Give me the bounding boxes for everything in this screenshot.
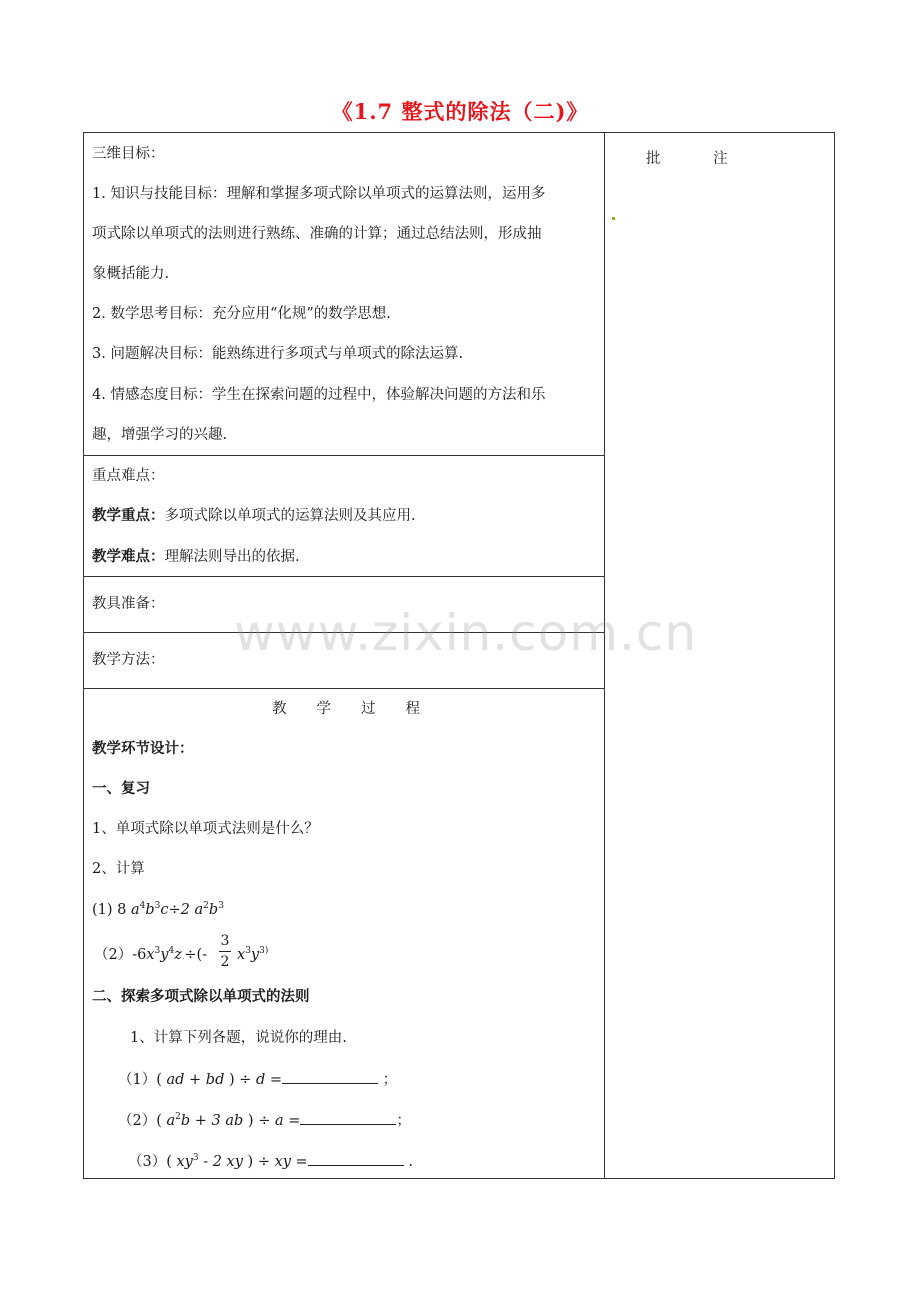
row-divider-method [83, 688, 605, 689]
exercise-3-expr: $xy^3 - 2$ xy [176, 1153, 243, 1170]
objective-1-line1: 1. 知识与技能目标：理解和掌握多项式除以单项式的运算法则，运用多 [92, 186, 546, 202]
exercise-3-divisor: xy [274, 1154, 291, 1170]
exercise-1 [118, 1071, 397, 1088]
objectives-heading: 三维目标： [92, 146, 165, 162]
teaching-focus-text: 多项式除以单项式的运算法则及其应用. [164, 508, 416, 524]
exercise-1-expr: ad + bd [166, 1072, 225, 1088]
exercise-2-end: ； [396, 1113, 411, 1129]
method-label: 教学方法： [92, 652, 165, 668]
calc-2-term-b: $x^3y^{3)}$ [237, 946, 269, 963]
row-divider-objectives [83, 455, 605, 456]
process-heading: 教学过程 [272, 701, 450, 717]
objective-4-line2: 趣，增强学习的兴趣. [92, 427, 228, 443]
exercise-3-answer-blank[interactable] [308, 1153, 404, 1166]
exercise-3-op: ) ÷ [242, 1154, 275, 1170]
exercise-3-prefix: （3）( [128, 1154, 177, 1170]
row-divider-keypoints [83, 576, 605, 577]
calc-2-op: ÷(- [184, 947, 208, 963]
exercise-2-op: ) ÷ [243, 1113, 275, 1129]
teaching-focus-label: 教学重点： [92, 507, 165, 524]
exercise-2-equals: = [283, 1113, 301, 1129]
exercise-3-equals: = [290, 1154, 308, 1170]
objective-1-line2: 项式除以单项式的法则进行熟练、准确的计算；通过总结法则，形成抽 [92, 226, 542, 242]
exercise-1-answer-blank[interactable] [282, 1071, 378, 1084]
exercise-3 [128, 1153, 413, 1170]
objective-2: 2. 数学思考目标：充分应用“化规”的数学思想. [92, 306, 391, 322]
teaching-difficulty [92, 550, 300, 565]
teaching-focus [92, 509, 416, 524]
question-2: 2、计算 [92, 861, 145, 877]
calc-1-op: c÷2 [160, 902, 195, 918]
section-review: 一、复习 [92, 780, 150, 797]
calc-2 [94, 948, 207, 963]
fraction-numerator: 3 [220, 933, 230, 949]
calc-1 [92, 903, 224, 918]
exercise-1-op: ) ÷ [224, 1072, 256, 1088]
section-explore: 二、探索多项式除以单项式的法则 [92, 988, 310, 1005]
teaching-difficulty-label: 教学难点： [92, 548, 165, 565]
notes-column-header: 批 注 [646, 151, 752, 167]
objective-4-line1: 4. 情感态度目标：学生在探索问题的过程中，体验解决问题的方法和乐 [92, 387, 546, 403]
exercise-2-expr: $a^2b + 3$ ab [166, 1112, 244, 1129]
fraction-bar [219, 951, 231, 952]
exercise-1-equals: = [265, 1072, 283, 1088]
objective-3: 3. 问题解决目标：能熟练进行多项式与单项式的除法运算. [92, 346, 464, 362]
calc-1-prefix: (1) 8 [92, 902, 131, 918]
materials-label: 教具准备： [92, 596, 165, 612]
calc-2-term-a: $x^3y^4z$. [146, 946, 185, 963]
exercise-2-prefix: （2）( [118, 1113, 167, 1129]
exercise-2-answer-blank[interactable] [300, 1112, 396, 1125]
keypoints-heading: 重点难点： [92, 468, 165, 484]
objective-1-line3: 象概括能力. [92, 266, 170, 282]
watermark: www.zixin.com.cn [234, 604, 698, 662]
fraction-denominator: 2 [220, 954, 230, 970]
calc-2-prefix: （2）-6 [94, 947, 147, 963]
question-1: 1、单项式除以单项式法则是什么？ [92, 821, 319, 837]
design-label: 教学环节设计： [92, 740, 194, 757]
exercise-3-end: . [403, 1154, 413, 1170]
exercise-1-divisor: d [256, 1072, 266, 1088]
exercise-2-divisor: a [274, 1113, 284, 1129]
marker-dot [612, 217, 615, 220]
exercise-1-end: ； [378, 1072, 398, 1088]
teaching-difficulty-text: 理解法则导出的依据. [164, 549, 300, 565]
document-title: 《1.7 整式的除法（二)》 [331, 99, 589, 124]
exercise-1-prefix: （1）( [118, 1072, 167, 1088]
task-instruction: 1、计算下列各题，说说你的理由. [130, 1030, 347, 1046]
calc-1-term-b: $a^2b^3$ [194, 901, 224, 918]
exercise-2 [118, 1112, 411, 1129]
fraction-3-over-2 [219, 933, 231, 970]
calc-1-term-a: $a^4b^3$ [130, 901, 161, 918]
